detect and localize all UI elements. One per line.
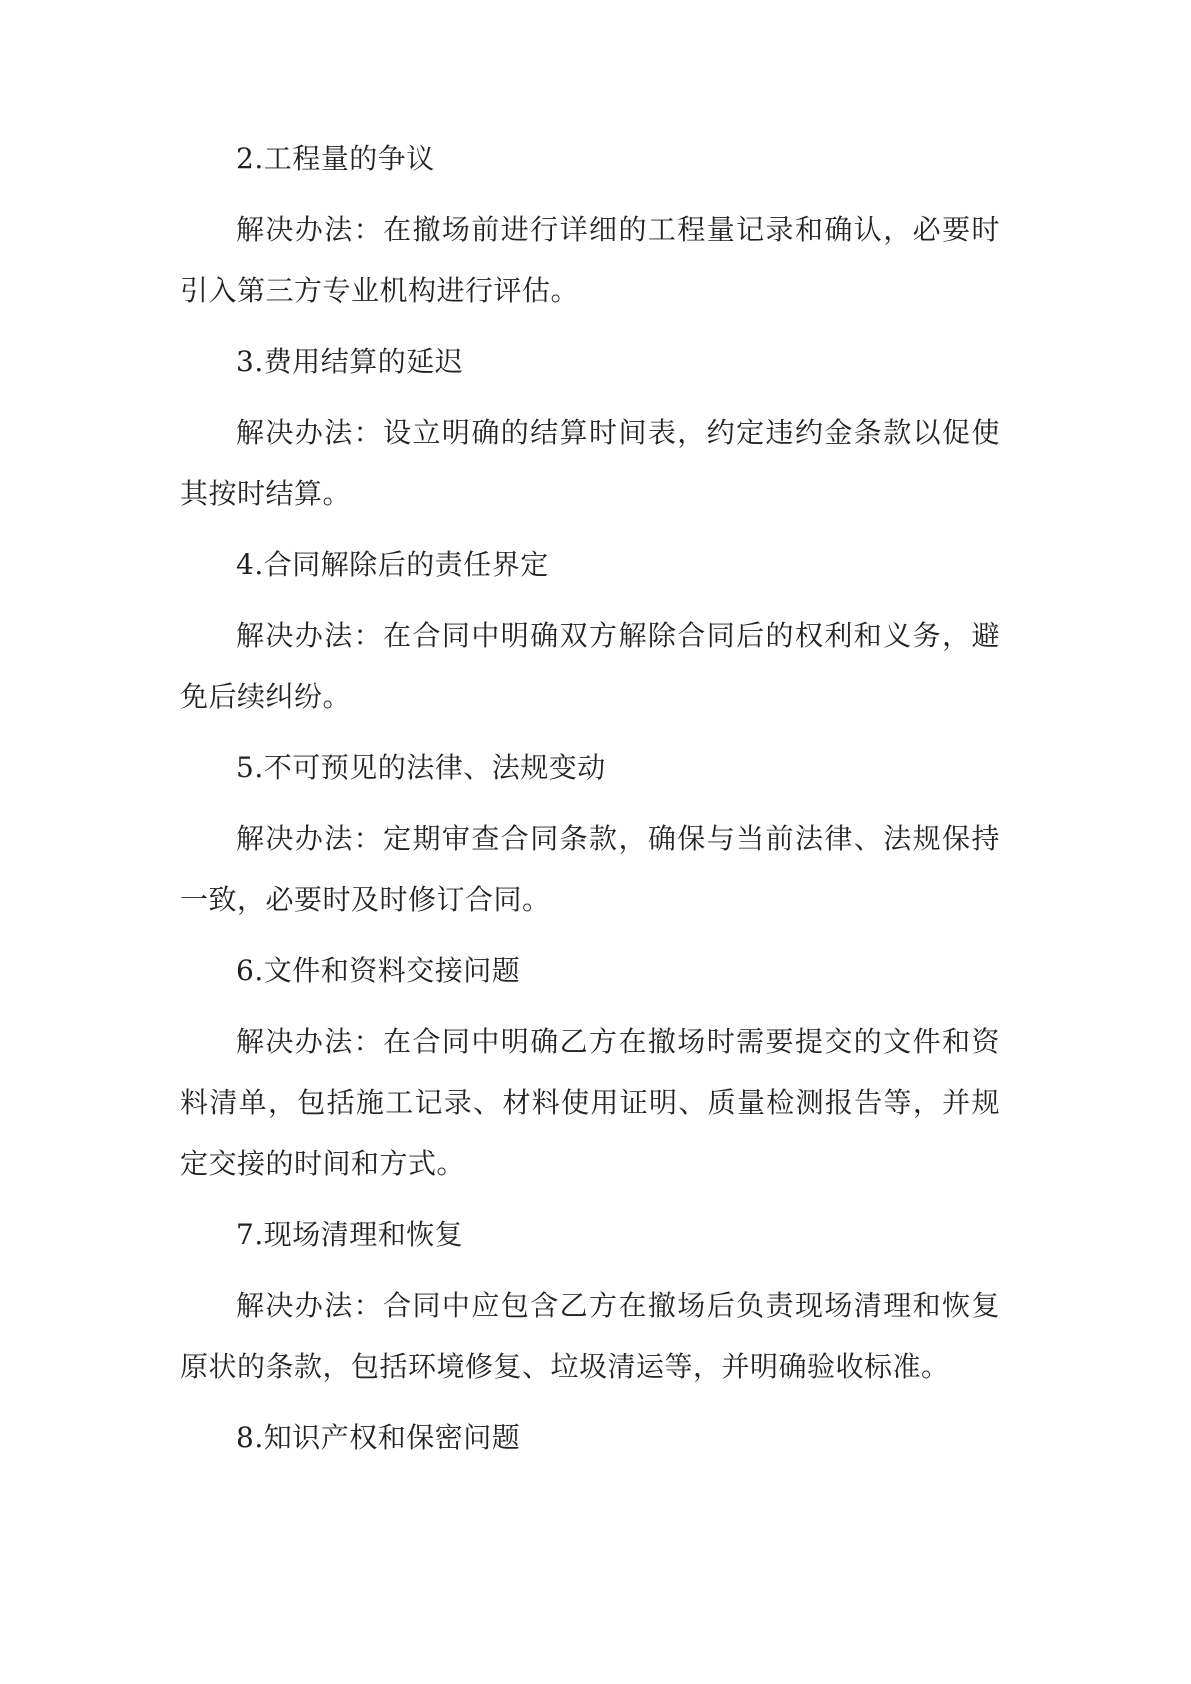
section-solution-7: 解决办法：合同中应包含乙方在撤场后负责现场清理和恢复原状的条款，包括环境修复、垃圾清运等，并明确验收标准。 bbox=[180, 1289, 1000, 1383]
section-heading-2: 2.工程量的争议 bbox=[236, 142, 435, 175]
section-solution-2: 解决办法：在撤场前进行详细的工程量记录和确认，必要时引入第三方专业机构进行评估。 bbox=[180, 213, 1000, 307]
document-body bbox=[180, 128, 1000, 1478]
section-heading-5: 5.不可预见的法律、法规变动 bbox=[236, 751, 606, 784]
section-solution-6: 解决办法：在合同中明确乙方在撤场时需要提交的文件和资料清单，包括施工记录、材料使用证明、质量检测报告等，并规定交接的时间和方式。 bbox=[180, 1025, 1000, 1180]
section-heading-6: 6.文件和资料交接问题 bbox=[236, 954, 521, 987]
section-solution-4: 解决办法：在合同中明确双方解除合同后的权利和义务，避免后续纠纷。 bbox=[180, 619, 1000, 713]
section-heading-4: 4.合同解除后的责任界定 bbox=[236, 548, 549, 581]
section-solution-3: 解决办法：设立明确的结算时间表，约定违约金条款以促使其按时结算。 bbox=[180, 416, 1000, 510]
section-solution-5: 解决办法：定期审查合同条款，确保与当前法律、法规保持一致，必要时及时修订合同。 bbox=[180, 822, 1000, 916]
section-heading-7: 7.现场清理和恢复 bbox=[236, 1218, 464, 1251]
section-heading-8: 8.知识产权和保密问题 bbox=[236, 1421, 521, 1454]
section-heading-3: 3.费用结算的延迟 bbox=[236, 345, 464, 378]
